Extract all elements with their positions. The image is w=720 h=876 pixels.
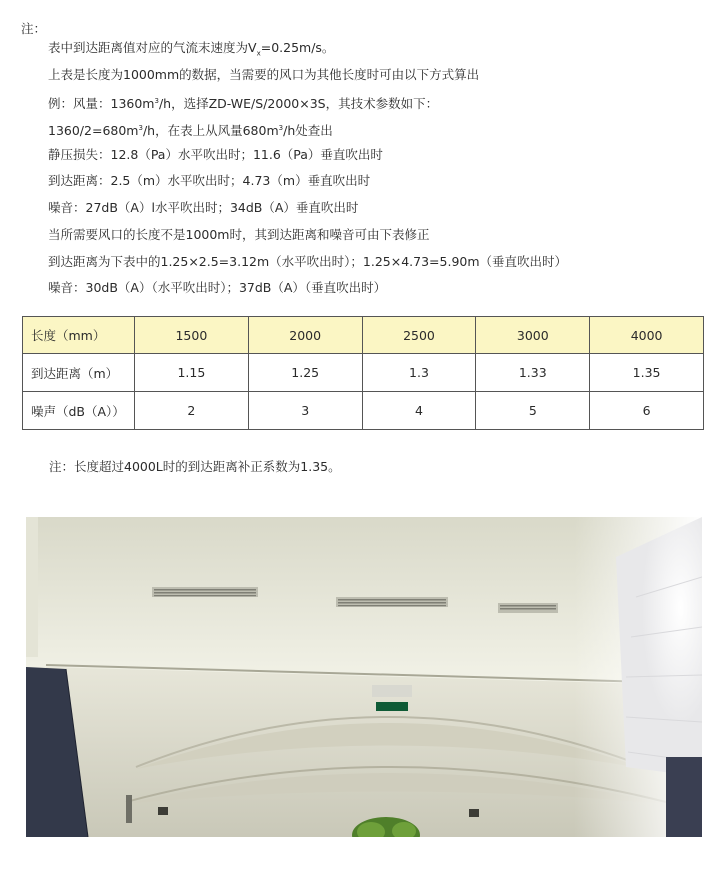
table-header-cell: 2500 <box>362 317 476 354</box>
note-title: 注： <box>21 21 47 36</box>
note-line-distance: 到达距离：2.5（m）水平吹出时；4.73（m）垂直吹出时 <box>48 173 371 189</box>
ceiling-photo-svg <box>26 517 702 837</box>
chandelier <box>574 517 702 837</box>
note-line-example: 例：风量：$1360m^3/h$，选择ZD-WE/S/2000×3S，其技术参数如下： <box>48 96 439 112</box>
table-cell: 1.35 <box>590 354 704 392</box>
table-cell: 1.33 <box>476 354 590 392</box>
note-line-correction: 当所需要风口的长度不是1000m时，其到达距离和噪音可由下表修正 <box>48 226 430 242</box>
correction-table <box>22 316 704 430</box>
table-cell: 噪声（dB（A）） <box>23 392 135 430</box>
table-cell: 1.25 <box>248 354 362 392</box>
table-cell: 6 <box>590 392 704 430</box>
notes-block <box>48 40 567 307</box>
table-header-cell: 3000 <box>476 317 590 354</box>
linear-diffuser <box>498 603 558 613</box>
table-header-row <box>23 317 704 354</box>
table-cell: 1.3 <box>362 354 476 392</box>
table-cell: 到达距离（m） <box>23 354 135 392</box>
table-header-cell: 4000 <box>590 317 704 354</box>
ceiling-photo <box>26 517 702 837</box>
table-header-cell: 1500 <box>135 317 249 354</box>
table-row <box>23 354 704 392</box>
note-line-length: 上表是长度为1000mm的数据，当需要的风口为其他长度时可由以下方式算出 <box>48 66 480 82</box>
table-cell: 4 <box>362 392 476 430</box>
footnote: 注：长度超过4000L时的到达距离补正系数为1.35。 <box>49 459 341 474</box>
table-cell: 2 <box>135 392 249 430</box>
table-cell: 3 <box>248 392 362 430</box>
table-row <box>23 392 704 430</box>
table-header-cell: 2000 <box>248 317 362 354</box>
note-line-distance-result: 到达距离为下表中的1.25×2.5=3.12m（水平吹出时）；1.25×4.73=5.90m（垂直吹出时） <box>48 253 568 269</box>
table-header-cell: 长度（mm） <box>23 317 135 354</box>
note-line-calc: $1360/2=680m^3/h$，在表上从风量$680m^3/h$处查出 <box>48 123 333 139</box>
table-cell: 5 <box>476 392 590 430</box>
note-line-noise: 噪音：27dB（A）l水平吹出时；34dB（A）垂直吹出时 <box>48 200 359 216</box>
note-line-pressure: 静压损失：12.8（Pa）水平吹出时；11.6（Pa）垂直吹出时 <box>48 146 383 162</box>
note-line-velocity: 表中到达距离值对应的气流末速度为$V_x=0.25m/s$。 <box>48 40 335 58</box>
table-cell: 1.15 <box>135 354 249 392</box>
note-line-noise-result: 噪音：30dB（A）（水平吹出时）；37dB（A）（垂直吹出时） <box>48 280 387 296</box>
linear-diffuser <box>336 597 448 607</box>
linear-diffuser <box>152 587 258 597</box>
